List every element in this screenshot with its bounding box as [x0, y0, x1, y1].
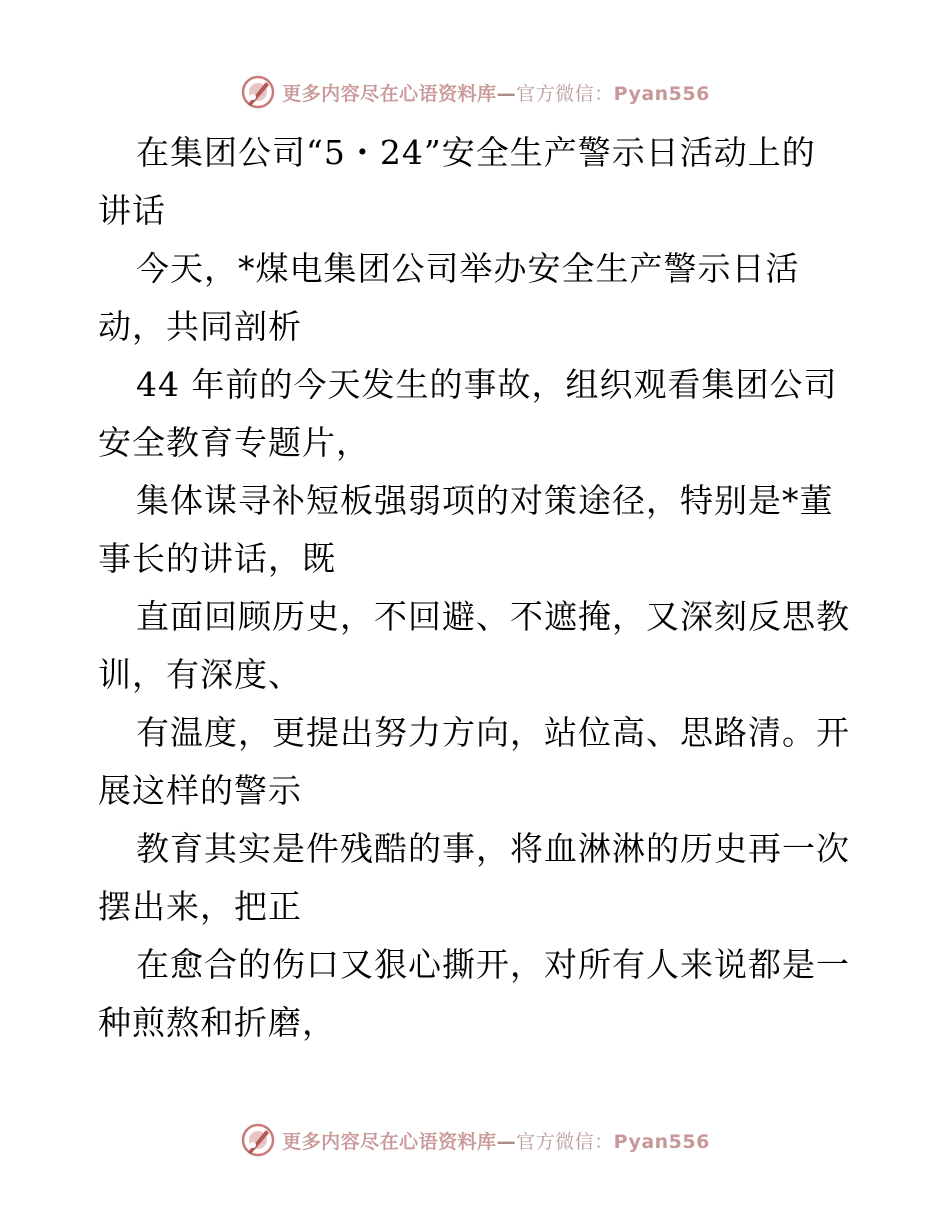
text-line: 在集团公司“5・24”安全生产警示日活动上的 [136, 133, 816, 172]
text-line: 在愈合的伤口又狠心撕开，对所有人来说都是一 [136, 945, 850, 984]
watermark-text: 更多内容尽在心语资料库—官方微信：Pyan556 [282, 1130, 710, 1153]
text-line: 展这样的警示 [98, 771, 302, 810]
text-line: 摆出来，把正 [98, 887, 302, 926]
text-line: 集体谋寻补短板强弱项的对策途径，特别是*董 [136, 481, 834, 520]
page-footer-watermark [0, 1118, 950, 1162]
text-line: 直面回顾历史，不回避、不遮掩，又深刻反思教 [136, 597, 850, 636]
page-header-watermark [0, 70, 950, 114]
pen-circle-logo-icon [240, 1122, 276, 1158]
text-line: 今天，*煤电集团公司举办安全生产警示日活 [136, 249, 800, 288]
text-line: 动，共同剖析 [98, 307, 302, 346]
pen-circle-logo-icon [240, 74, 276, 110]
text-line: 教育其实是件残酷的事，将血淋淋的历史再一次 [136, 829, 850, 868]
text-line: 事长的讲话，既 [98, 539, 336, 578]
text-line: 讲话 [98, 191, 166, 230]
text-line: 种煎熬和折磨， [98, 1003, 336, 1042]
text-line: 44 年前的今天发生的事故，组织观看集团公司 [136, 365, 838, 404]
watermark-text: 更多内容尽在心语资料库—官方微信：Pyan556 [282, 82, 710, 105]
document-body [98, 124, 858, 1052]
text-line: 安全教育专题片， [98, 423, 370, 462]
text-line: 训，有深度、 [98, 655, 302, 694]
text-line: 有温度，更提出努力方向，站位高、思路清。开 [136, 713, 850, 752]
